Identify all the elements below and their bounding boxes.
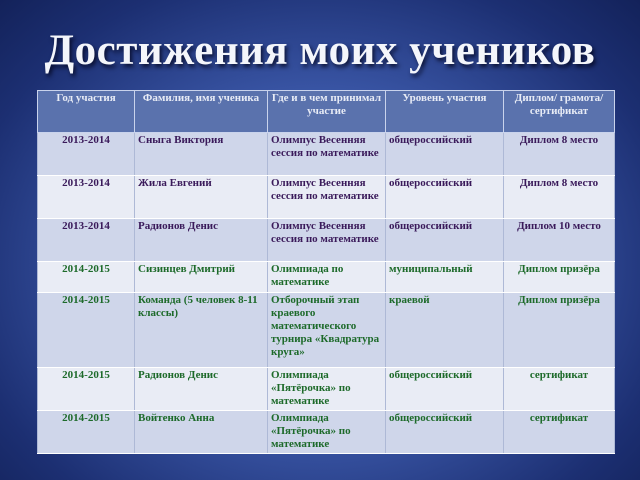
header-event: Где и в чем принимал участие [268,91,386,133]
table-row [38,133,615,176]
table-row [38,219,615,262]
cell-level: краевой [386,293,504,368]
table-header-row [38,91,615,133]
header-award: Диплом/ грамота/ сертификат [504,91,615,133]
header-name: Фамилия, имя ученика [135,91,268,133]
cell-name: Жила Евгений [135,176,268,219]
table-row [38,293,615,368]
table-row [38,176,615,219]
cell-event: Олимпиада по математике [268,262,386,293]
cell-event: Олимпиада «Пятёрочка» по математике [268,411,386,454]
cell-year: 2014-2015 [38,293,135,368]
cell-name: Сныга Виктория [135,133,268,176]
page-title: Достижения моих учеников [44,27,596,74]
cell-level: общероссийский [386,411,504,454]
cell-level: муниципальный [386,262,504,293]
cell-event: Олимпус Весенняя сессия по математике [268,133,386,176]
cell-event: Олимпиада «Пятёрочка» по математике [268,368,386,411]
table-row [38,262,615,293]
cell-name: Радионов Денис [135,368,268,411]
achievements-table [37,90,615,454]
cell-year: 2013-2014 [38,219,135,262]
table-row [38,411,615,454]
cell-year: 2014-2015 [38,411,135,454]
cell-level: общероссийский [386,133,504,176]
cell-event: Олимпус Весенняя сессия по математике [268,219,386,262]
cell-year: 2014-2015 [38,262,135,293]
cell-name: Команда (5 человек 8-11 классы) [135,293,268,368]
header-year: Год участия [38,91,135,133]
cell-award: сертификат [504,368,615,411]
cell-year: 2013-2014 [38,176,135,219]
cell-level: общероссийский [386,368,504,411]
cell-event: Отборочный этап краевого математического турнира «Квадратура круга» [268,293,386,368]
cell-level: общероссийский [386,219,504,262]
cell-award: Диплом призёра [504,262,615,293]
table-row [38,368,615,411]
cell-name: Сизинцев Дмитрий [135,262,268,293]
cell-level: общероссийский [386,176,504,219]
cell-award: Диплом 10 место [504,219,615,262]
cell-award: сертификат [504,411,615,454]
header-level: Уровень участия [386,91,504,133]
cell-event: Олимпус Весенняя сессия по математике [268,176,386,219]
cell-year: 2013-2014 [38,133,135,176]
cell-award: Диплом призёра [504,293,615,368]
cell-year: 2014-2015 [38,368,135,411]
cell-name: Радионов Денис [135,219,268,262]
cell-award: Диплом 8 место [504,133,615,176]
cell-award: Диплом 8 место [504,176,615,219]
cell-name: Войтенко Анна [135,411,268,454]
